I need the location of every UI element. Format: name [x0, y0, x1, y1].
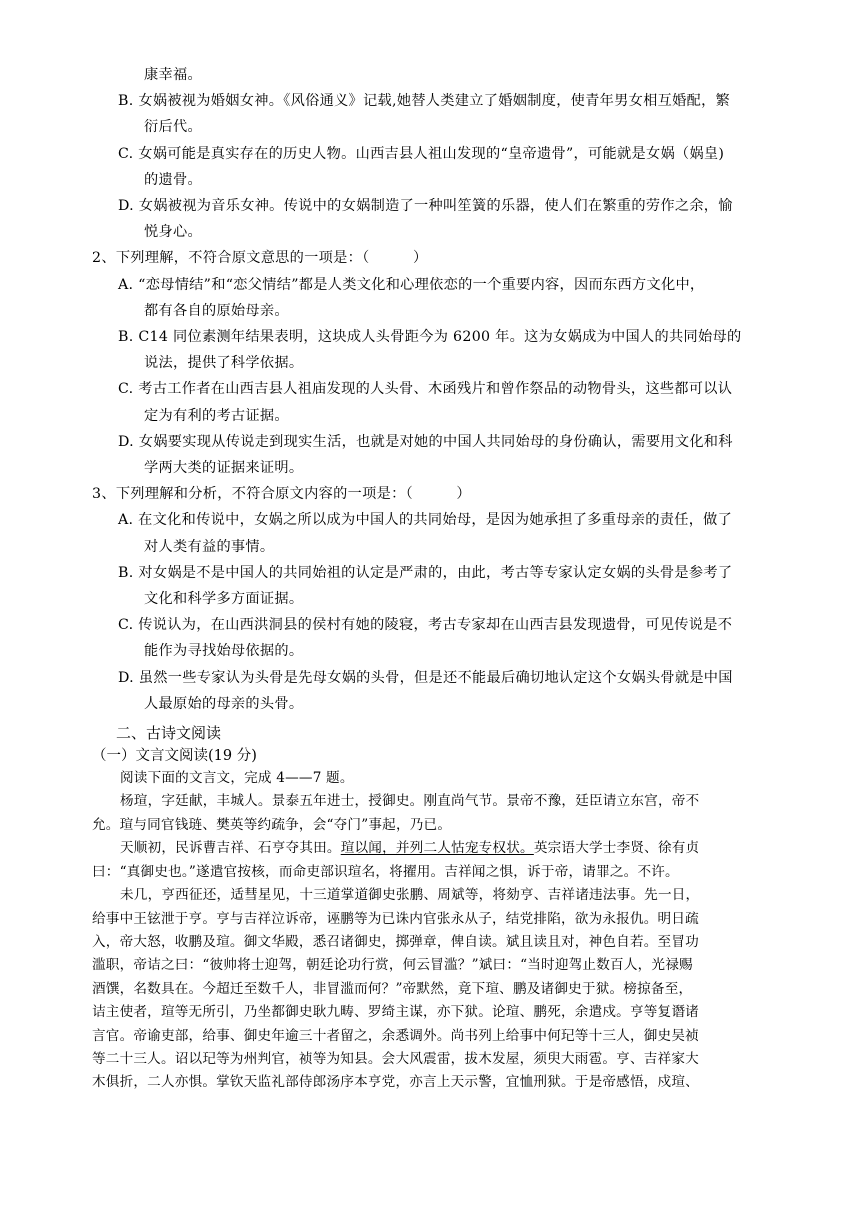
passage-line: 滥职，帝诘之曰：“彼帅将士迎驾，朝廷论功行赏，何云冒滥？”斌曰：“当时迎驾止数百人，光禄赐 — [92, 957, 693, 974]
q1-option-d-continuation: 悦身心。 — [144, 224, 202, 241]
question-3-stem: 3、下列理解和分析，不符合原文内容的一项是：（ ） — [92, 486, 471, 503]
q3-option-d: D. 虽然一些专家认为头骨是先母女娲的头骨，但是还不能最后确切地认定这个女娲头骨就是中国 — [118, 669, 733, 686]
q1-option-a-continuation: 康幸福。 — [144, 67, 202, 83]
q2-option-b: B. C14 同位素测年结果表明，这块成人头骨距今为 6200 年。这为女娲成为中国人的共同始母的 — [118, 329, 742, 346]
passage-line: 未几，亨西征还，适彗星见，十三道掌道御史张鹏、周斌等，将劾亨、吉祥诸违法事。先一日， — [120, 887, 700, 904]
q2-option-b-continuation: 说法，提供了科学依据。 — [144, 355, 304, 372]
q2-option-c: C. 考古工作者在山西吉县人祖庙发现的人头骨、木函残片和曾作祭品的动物骨头，这些都可以认 — [118, 381, 733, 398]
q1-option-c: C. 女娲可能是真实存在的历史人物。山西吉县人祖山发现的“皇帝遗骨”，可能就是女娲（娲皇) — [118, 145, 725, 162]
passage-line: 曰：“真御史也。”遂遣官按核，而命吏部识瑄名，将擢用。吉祥闻之惧，诉于帝，请罪之。不许。 — [92, 863, 679, 880]
q1-option-b-continuation: 衍后代。 — [144, 119, 202, 136]
q2-option-a-continuation: 都有各自的原始母亲。 — [144, 302, 289, 319]
section-heading: 二、古诗文阅读 — [116, 724, 222, 743]
passage-line — [92, 837, 772, 860]
passage-line: 言官。帝谕吏部，给事、御史年逾三十者留之，余悉调外。尚书列上给事中何玘等十三人，御史吴祯 — [92, 1027, 699, 1044]
q3-option-c-continuation: 能作为寻找始母依据的。 — [144, 643, 304, 660]
passage-text: 天顺初，民诉曹吉祥、石亨夺其田。 — [120, 840, 341, 857]
passage-line: 木俱折，二人亦惧。掌钦天监礼部侍郎汤序本亨党，亦言上天示警，宜恤刑狱。于是帝感悟，戍瑄、 — [92, 1074, 699, 1091]
q3-option-a-continuation: 对人类有益的事情。 — [144, 538, 275, 555]
question-2-stem: 2、下列理解，不符合原文意思的一项是：（ ） — [92, 250, 428, 267]
q1-option-b: B. 女娲被视为婚姻女神。《风俗通义》记载,她替人类建立了婚姻制度，使青年男女相互婚配，繁 — [118, 93, 731, 110]
passage-line: 等二十三人。诏以玘等为州判官，祯等为知县。会大风震雷，拔木发屋，须臾大雨雹。亨、吉祥家大 — [92, 1050, 699, 1067]
q3-option-d-continuation: 人最原始的母亲的头骨。 — [144, 695, 304, 712]
q3-option-c: C. 传说认为，在山西洪洞县的侯村有她的陵寝，考古专家却在山西吉县发现遗骨，可见传说是不 — [118, 617, 733, 634]
q3-option-a: A. 在文化和传说中，女娲之所以成为中国人的共同始母，是因为她承担了多重母亲的责任，做了 — [118, 512, 733, 529]
passage-line: 入，帝大怒，收鹏及瑄。御文华殿，悉召诸御史，掷弹章，俾自读。斌且读且对，神色自若。至冒功 — [92, 933, 699, 950]
underlined-sentence: 瑄以闻，并列二人怙宠专权状。 — [340, 840, 534, 857]
passage-line: 给事中王铉泄于亨。亨与吉祥泣诉帝，诬鹏等为已诛内官张永从子，结党排陷，欲为永报仇。明日疏 — [92, 910, 699, 927]
q3-option-b-continuation: 文化和科学多方面证据。 — [144, 591, 304, 608]
passage-line: 诘主使者，瑄等无所引，乃坐都御史耿九畴、罗绮主谋，亦下狱。论瑄、鹏死，余遣戍。亨等复谮诸 — [92, 1004, 699, 1021]
q2-option-a: A. “恋母情结”和“恋父情结”都是人类文化和心理依恋的一个重要内容，因而东西方文化中， — [118, 276, 705, 293]
document-page — [92, 62, 772, 1095]
passage-line: 酒馔，名数具在。今超迁至数千人，非冒滥而何？”帝默然，竟下瑄、鹏及诸御史于狱。榜掠备至， — [92, 980, 693, 997]
passage-text: 英宗语大学士李贤、徐有贞 — [533, 840, 700, 857]
q1-option-c-continuation: 的遗骨。 — [144, 171, 202, 188]
q2-option-c-continuation: 定为有利的考古证据。 — [144, 407, 289, 424]
q1-option-d: D. 女娲被视为音乐女神。传说中的女娲制造了一种叫笙簧的乐器，使人们在繁重的劳作之余，愉 — [118, 198, 733, 215]
subsection-heading: （一）文言文阅读(19 分) — [92, 748, 257, 765]
passage-line: 杨瑄，字廷献，丰城人。景泰五年进士，授御史。刚直尚气节。景帝不豫，廷臣请立东宫，帝不 — [120, 793, 700, 810]
passage-line: 允。瑄与同官钱琏、樊英等约疏争，会“夺门”事起，乃已。 — [92, 816, 452, 833]
q2-option-d: D. 女娲要实现从传说走到现实生活，也就是对她的中国人共同始母的身份确认，需要用文化和科 — [118, 433, 733, 450]
q3-option-b: B. 对女娲是不是中国人的共同始祖的认定是严肃的，由此，考古等专家认定女娲的头骨是参考了 — [118, 564, 733, 581]
reading-instruction: 阅读下面的文言文，完成 4——7 题。 — [120, 770, 354, 787]
q2-option-d-continuation: 学两大类的证据来证明。 — [144, 460, 304, 477]
